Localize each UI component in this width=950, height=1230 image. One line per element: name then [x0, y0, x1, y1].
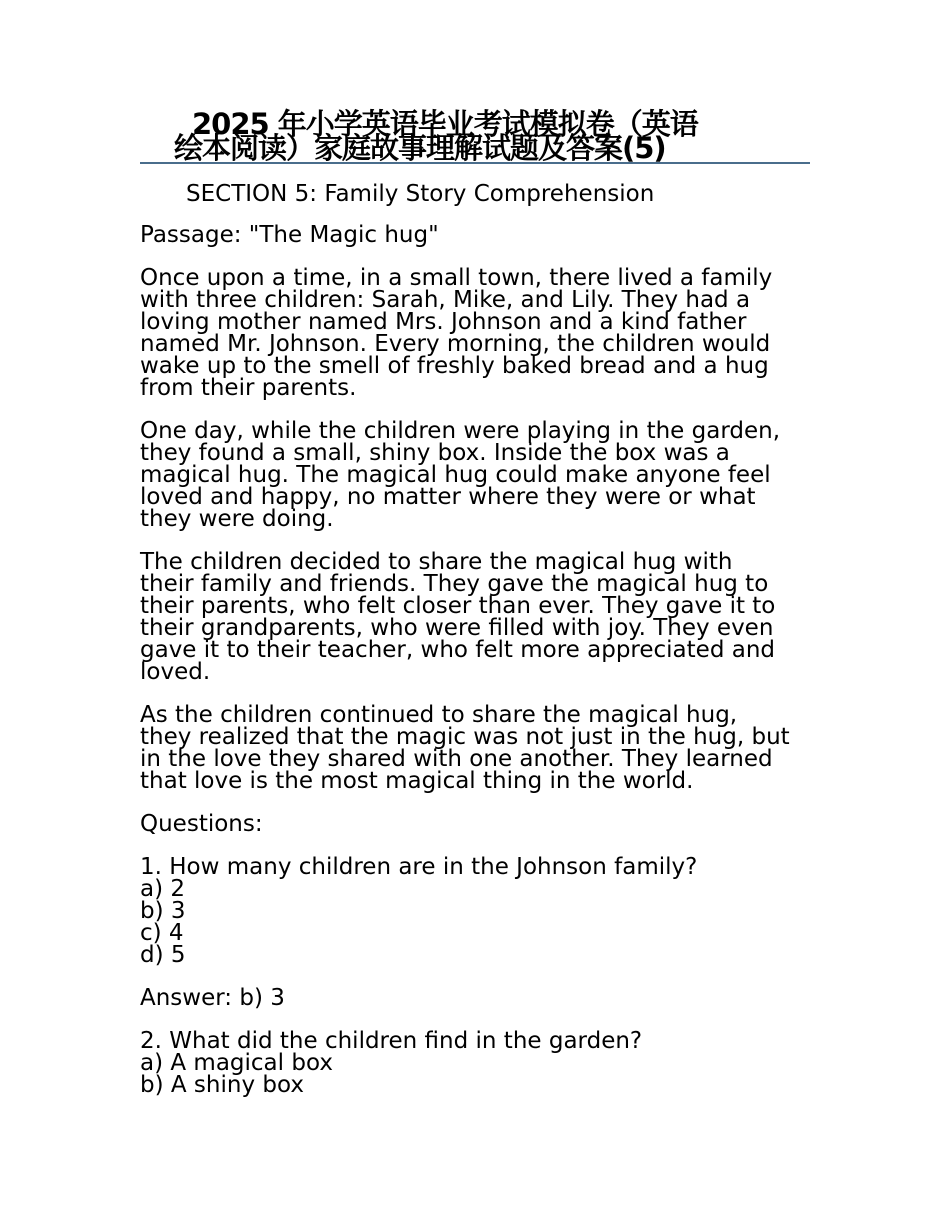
text-line: Once upon a time, in a small town, there lived a family — [140, 265, 773, 291]
document-body — [140, 224, 810, 1117]
paragraph-2 — [140, 420, 810, 530]
section-heading: SECTION 5: Family Story Comprehension — [186, 181, 655, 207]
text-line: loved. — [140, 659, 211, 685]
answer-1 — [140, 987, 810, 1009]
text-line: gave it to their teacher, who felt more appreciated and — [140, 637, 776, 663]
text-line: that love is the most magical thing in the world. — [140, 768, 694, 794]
document-title — [140, 104, 810, 164]
text-line: their family and friends. They gave the magical hug to — [140, 571, 769, 597]
text-line: named Mr. Johnson. Every morning, the children would — [140, 331, 771, 357]
paragraph-4 — [140, 704, 810, 792]
answer-option: d) 5 — [140, 942, 186, 968]
answer-option: b) A shiny box — [140, 1072, 304, 1098]
paragraph-1 — [140, 267, 810, 399]
questions-heading — [140, 813, 810, 835]
text-line: wake up to the smell of freshly baked bread and a hug — [140, 353, 769, 379]
questions-label: Questions: — [140, 811, 263, 837]
text-line: they found a small, shiny box. Inside the box was a — [140, 440, 730, 466]
text-line: their parents, who felt closer than ever. They gave it to — [140, 593, 776, 619]
text-line: One day, while the children were playing in the garden, — [140, 418, 781, 444]
text-line: their grandparents, who were filled with joy. They even — [140, 615, 774, 641]
text-line: The children decided to share the magical hug with — [140, 549, 733, 575]
paragraph-3 — [140, 551, 810, 683]
text-line: magical hug. The magical hug could make anyone feel — [140, 462, 771, 488]
question-text: 1. How many children are in the Johnson family? — [140, 854, 698, 880]
question-2 — [140, 1030, 810, 1096]
answer-option: b) 3 — [140, 898, 186, 924]
question-1 — [140, 856, 810, 966]
text-line: they realized that the magic was not just in the hug, but — [140, 724, 790, 750]
text-line: loving mother named Mrs. Johnson and a kind father — [140, 309, 747, 335]
text-line: from their parents. — [140, 375, 357, 401]
title-line-1: 2025 年小学英语毕业考试模拟卷（英语 — [192, 107, 698, 141]
text-line: As the children continued to share the magical hug, — [140, 702, 738, 728]
text-line: with three children: Sarah, Mike, and Lily. They had a — [140, 287, 751, 313]
text-line: in the love they shared with one another. They learned — [140, 746, 773, 772]
answer-option: c) 4 — [140, 920, 184, 946]
answer-option: a) 2 — [140, 876, 186, 902]
title-line-2: 绘本阅读）家庭故事理解试题及答案(5) — [174, 131, 666, 165]
text-line: they were doing. — [140, 506, 334, 532]
passage-title — [140, 224, 810, 246]
passage-title-text: Passage: "The Magic hug" — [140, 222, 439, 248]
question-text: 2. What did the children find in the garden? — [140, 1028, 643, 1054]
text-line: loved and happy, no matter where they were or what — [140, 484, 756, 510]
answer-option: a) A magical box — [140, 1050, 333, 1076]
answer-text: Answer: b) 3 — [140, 985, 285, 1011]
